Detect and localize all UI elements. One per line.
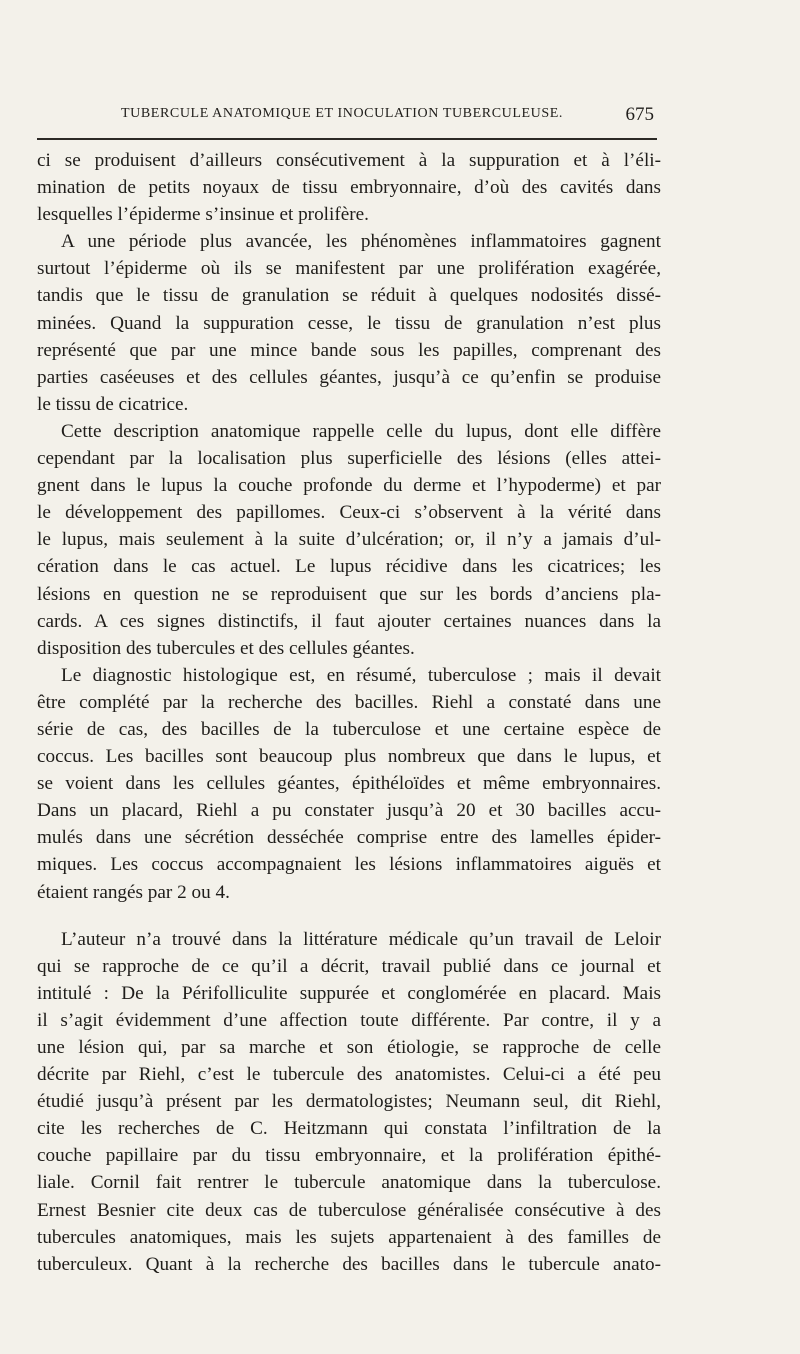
text-line: cependant par la localisation plus superficielle des lésions (elles attei- [37, 448, 661, 470]
text-line: le lupus, mais seulement à la suite d’ulcération; or, il n’y a jamais d’ul- [37, 529, 661, 551]
text-line: série de cas, des bacilles de la tuberculose et une certaine espèce de [37, 718, 661, 740]
running-head-title: TUBERCULE ANATOMIQUE ET INOCULATION TUBERCULEUSE. [121, 106, 564, 121]
paragraph [37, 147, 661, 228]
text-line: surtout l’épiderme où ils se manifestent par une prolifération exagérée, [37, 258, 661, 280]
text-line: Cette description anatomique rappelle celle du lupus, dont elle diffère [61, 420, 661, 442]
text-line: Dans un placard, Riehl a pu constater jusqu’à 20 et 30 bacilles accu- [37, 800, 661, 822]
page-number: 675 [625, 104, 654, 125]
text-line: décrite par Riehl, c’est le tubercule des anatomistes. Celui-ci a été peu [37, 1064, 661, 1086]
paragraph-gap [37, 906, 661, 926]
text-line: une lésion qui, par sa marche et son étiologie, se rapproche de celle [37, 1037, 661, 1058]
text-line: L’auteur n’a trouvé dans la littérature médicale qu’un travail de Leloir [61, 928, 661, 950]
text-line: parties caséeuses et des cellules géantes, jusqu’à ce qu’enfin se produise [37, 366, 661, 388]
text-line: cération dans le cas actuel. Le lupus récidive dans les cicatrices; les [37, 556, 661, 578]
text-line: tuberculeux. Quant à la recherche des bacilles dans le tubercule anato- [37, 1253, 661, 1275]
text-line: A une période plus avancée, les phénomènes inflammatoires gagnent [61, 231, 661, 253]
text-line: le tissu de cicatrice. [37, 393, 189, 415]
text-line: tubercules anatomiques, mais les sujets appartenaient à des familles de [37, 1226, 661, 1248]
text-line: lesquelles l’épiderme s’insinue et prolifère. [37, 204, 369, 226]
paragraph [37, 662, 661, 906]
text-line: tandis que le tissu de granulation se réduit à quelques nodosités dissé- [37, 285, 661, 307]
text-line: étaient rangés par 2 ou 4. [37, 881, 230, 903]
text-line: gnent dans le lupus la couche profonde du derme et l’hypoderme) et par [37, 475, 661, 497]
text-line: coccus. Les bacilles sont beaucoup plus nombreux que dans le lupus, et [37, 746, 661, 768]
text-line: couche papillaire par du tissu embryonnaire, et la prolifération épithé- [37, 1145, 661, 1167]
text-line: être complété par la recherche des bacilles. Riehl a constaté dans une [37, 691, 661, 713]
running-head [37, 104, 659, 128]
paragraph [37, 228, 661, 418]
paragraph [37, 418, 661, 662]
text-line: ci se produisent d’ailleurs consécutivement à la suppuration et à l’éli- [37, 150, 661, 171]
text-line: lésions en question ne se reproduisent que sur les bords d’anciens pla- [37, 583, 661, 605]
text-line: représenté que par une mince bande sous les papilles, comprenant des [37, 339, 661, 361]
header-rule [37, 138, 657, 140]
text-line: il s’agit évidemment d’une affection toute différente. Par contre, il y a [37, 1009, 661, 1031]
body-text [37, 147, 661, 1278]
text-line: le développement des papillomes. Ceux-ci s’observent à la vérité dans [37, 502, 661, 524]
text-line: liale. Cornil fait rentrer le tubercule anatomique dans la tuberculose. [37, 1172, 661, 1194]
text-line: cite les recherches de C. Heitzmann qui constata l’infiltration de la [37, 1118, 661, 1140]
text-line: minées. Quand la suppuration cesse, le tissu de granulation n’est plus [37, 312, 661, 334]
text-line: se voient dans les cellules géantes, épithéloïdes et même embryonnaires. [37, 773, 661, 795]
text-line: cards. A ces signes distinctifs, il faut ajouter certaines nuances dans la [37, 610, 661, 632]
paragraph [37, 926, 661, 1278]
text-line: qui se rapproche de ce qu’il a décrit, travail publié dans ce journal et [37, 955, 661, 977]
text-line: disposition des tubercules et des cellules géantes. [37, 637, 415, 659]
text-line: Le diagnostic histologique est, en résumé, tuberculose ; mais il devait [61, 664, 661, 686]
text-line: Ernest Besnier cite deux cas de tuberculose généralisée consécutive à des [37, 1199, 661, 1221]
text-line: étudié jusqu’à présent par les dermatologistes; Neumann seul, dit Riehl, [37, 1091, 661, 1113]
text-line: intitulé : De la Périfolliculite suppurée et conglomérée en placard. Mais [37, 982, 661, 1004]
text-line: mination de petits noyaux de tissu embryonnaire, d’où des cavités dans [37, 177, 661, 199]
text-line: miques. Les coccus accompagnaient les lésions inflammatoires aiguës et [37, 854, 661, 876]
text-line: mulés dans une sécrétion desséchée comprise entre des lamelles épider- [37, 827, 661, 849]
